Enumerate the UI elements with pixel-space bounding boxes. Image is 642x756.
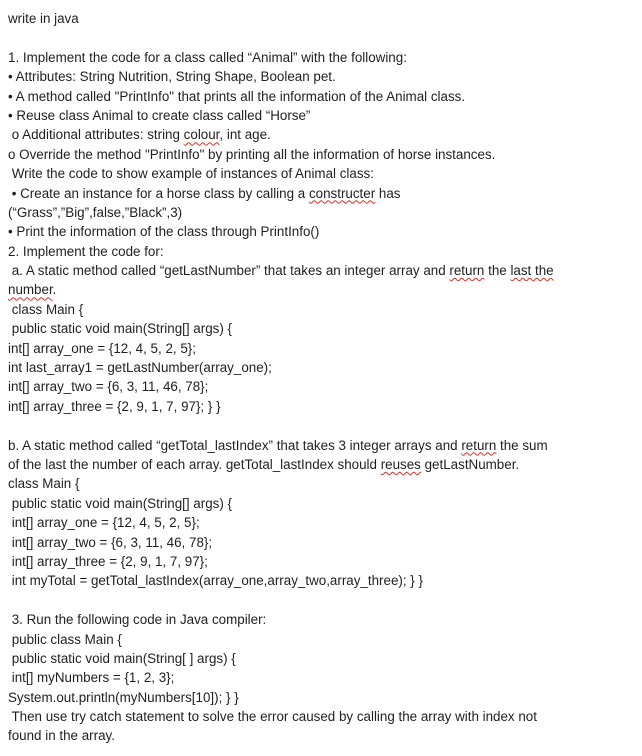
code-line: int last_array1 = getLastNumber(array_one); (8, 360, 272, 376)
q1-additional (8, 125, 636, 144)
q2a-prefix: a. A static method called “getLastNumber” that takes an integer array and (8, 263, 450, 279)
code-line: int[] array_one = {12, 4, 5, 2, 5}; (8, 340, 196, 356)
q1-create-prefix: • Create an instance for a horse class by calling a (8, 185, 309, 201)
q3-then: Then use try catch statement to solve the error caused by calling the array with index not (8, 709, 537, 725)
code-line: System.out.println(myNumbers[10]); } } (8, 689, 239, 705)
code-line: public static void main(String[] args) { (8, 495, 233, 511)
q1-create-args: (“Grass”,”Big”,false,”Black”,3) (8, 204, 183, 220)
q2a-line (8, 261, 636, 280)
q1-reuse: • Reuse class Animal to create class called “Horse” (8, 107, 311, 123)
q3-intro: 3. Run the following code in Java compiler: (8, 612, 267, 628)
spellcheck-word[interactable]: constructer (308, 185, 376, 201)
code-line: int[] array_two = {6, 3, 11, 46, 78}; (8, 379, 209, 395)
spellcheck-word[interactable]: return (449, 263, 485, 279)
code-line: public static void main(String[ ] args) { (8, 650, 236, 666)
q3-then2: found in the array. (8, 728, 115, 744)
q1-example: Write the code to show example of instances of Animal class: (8, 166, 374, 182)
q2b-line (8, 436, 636, 455)
code-line: int[] array_three = {2, 9, 1, 7, 97}; (8, 553, 208, 569)
q2b-line2 (8, 455, 636, 474)
q2b-line2-prefix: of the last the number of each array. getTotal_lastIndex should (8, 456, 381, 472)
q1-intro: 1. Implement the code for a class called “Animal” with the following: (8, 49, 407, 65)
code-line: class Main { (8, 476, 80, 492)
q1-additional-prefix: o Additional attributes: string (8, 127, 184, 143)
q1-method: • A method called "PrintInfo" that prints all the information of the Animal class. (8, 88, 466, 104)
q2-intro: 2. Implement the code for: (8, 243, 164, 259)
blank-line (8, 591, 636, 610)
q1-attributes: • Attributes: String Nutrition, String Shape, Boolean pet. (8, 69, 336, 85)
spellcheck-word[interactable]: number (8, 282, 53, 298)
q1-override: o Override the method "PrintInfo" by printing all the information of horse instances. (8, 146, 496, 162)
q2a-mid: the (484, 263, 511, 279)
spellcheck-word[interactable]: colour (183, 127, 220, 143)
code-line: int[] array_two = {6, 3, 11, 46, 78}; (8, 534, 213, 550)
spellcheck-word[interactable]: last the (510, 263, 554, 279)
spellcheck-word[interactable]: reuses (380, 456, 421, 472)
q2a-line2 (8, 280, 636, 299)
code-line: int[] array_three = {2, 9, 1, 7, 97}; } } (8, 398, 221, 414)
code-line: public class Main { (8, 631, 122, 647)
doc-title: write in java (8, 11, 79, 26)
code-line: int[] array_one = {12, 4, 5, 2, 5}; (8, 515, 200, 531)
blank-line (8, 416, 636, 435)
code-line: int myTotal = getTotal_lastIndex(array_one,array_two,array_three); } } (8, 573, 423, 589)
q2b-prefix: b. A static method called “getTotal_lastIndex” that takes 3 integer arrays and (8, 437, 462, 453)
q2b-suffix: the sum (496, 437, 548, 453)
q1-additional-suffix: , int age. (219, 127, 271, 143)
code-line: int[] myNumbers = {1, 2, 3}; (8, 670, 175, 686)
q1-create (8, 184, 636, 203)
q1-create-suffix: has (375, 185, 401, 201)
q2a-end: . (52, 282, 57, 298)
spellcheck-word[interactable]: return (461, 437, 497, 453)
q1-print: • Print the information of the class through PrintInfo() (8, 224, 320, 240)
q2b-line2-suffix: getLastNumber. (420, 456, 520, 472)
code-line: public static void main(String[] args) { (8, 321, 233, 337)
blank-line (8, 28, 636, 47)
code-line: class Main { (8, 301, 84, 317)
document (8, 9, 636, 746)
